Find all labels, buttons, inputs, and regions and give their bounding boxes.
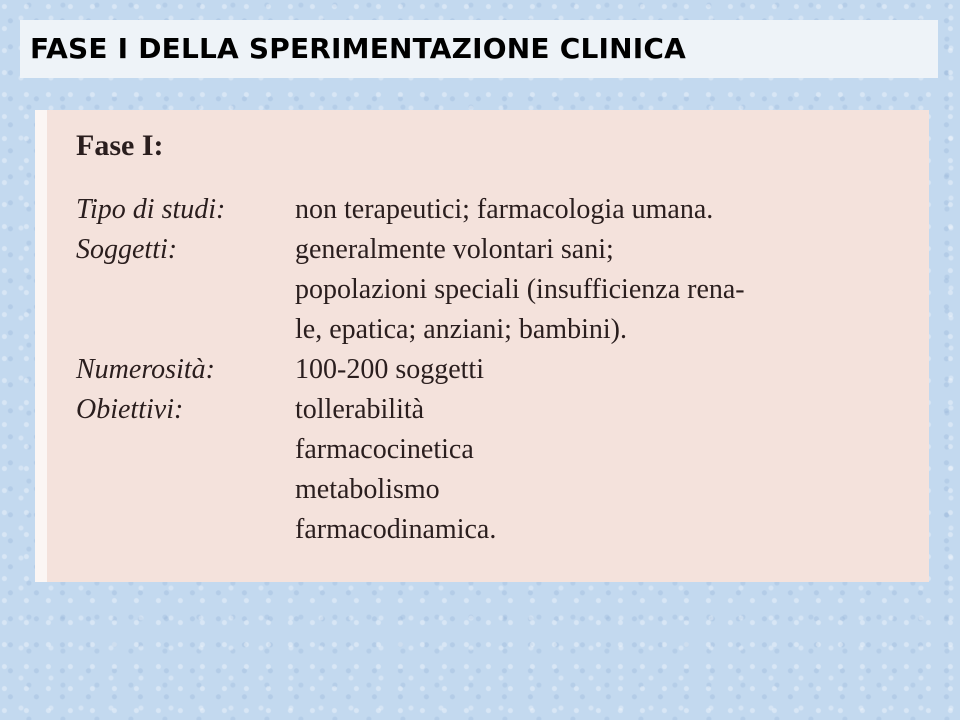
row-label: Soggetti: xyxy=(76,234,178,265)
scanned-text-box xyxy=(35,110,929,582)
row-value: le, epatica; anziani; bambini). xyxy=(295,314,627,345)
row-soggetti xyxy=(35,230,929,270)
row-numerosita xyxy=(35,350,929,390)
row-value: popolazioni speciali (insufficienza rena- xyxy=(295,274,745,305)
row-value: generalmente volontari sani; xyxy=(295,234,614,265)
title-bar xyxy=(20,20,938,78)
row-obiettivi-continued xyxy=(35,470,929,510)
row-obiettivi-continued xyxy=(35,430,929,470)
row-obiettivi-continued xyxy=(35,510,929,550)
row-value: metabolismo xyxy=(295,474,440,505)
slide-title: FASE I DELLA SPERIMENTAZIONE CLINICA xyxy=(30,32,686,65)
row-value: farmacocinetica xyxy=(295,434,474,465)
row-label: Tipo di studi: xyxy=(76,194,226,225)
row-value: tollerabilità xyxy=(295,394,425,425)
row-value: farmacodinamica. xyxy=(295,514,497,545)
row-label: Obiettivi: xyxy=(76,394,184,425)
scan-heading: Fase I: xyxy=(76,129,164,162)
row-obiettivi xyxy=(35,390,929,430)
row-value: 100-200 soggetti xyxy=(295,354,484,385)
row-value: non terapeutici; farmacologia umana. xyxy=(295,194,714,225)
row-soggetti-continued xyxy=(35,310,929,350)
row-soggetti-continued xyxy=(35,270,929,310)
row-tipo-di-studi xyxy=(35,190,929,230)
row-label: Numerosità: xyxy=(76,354,215,385)
